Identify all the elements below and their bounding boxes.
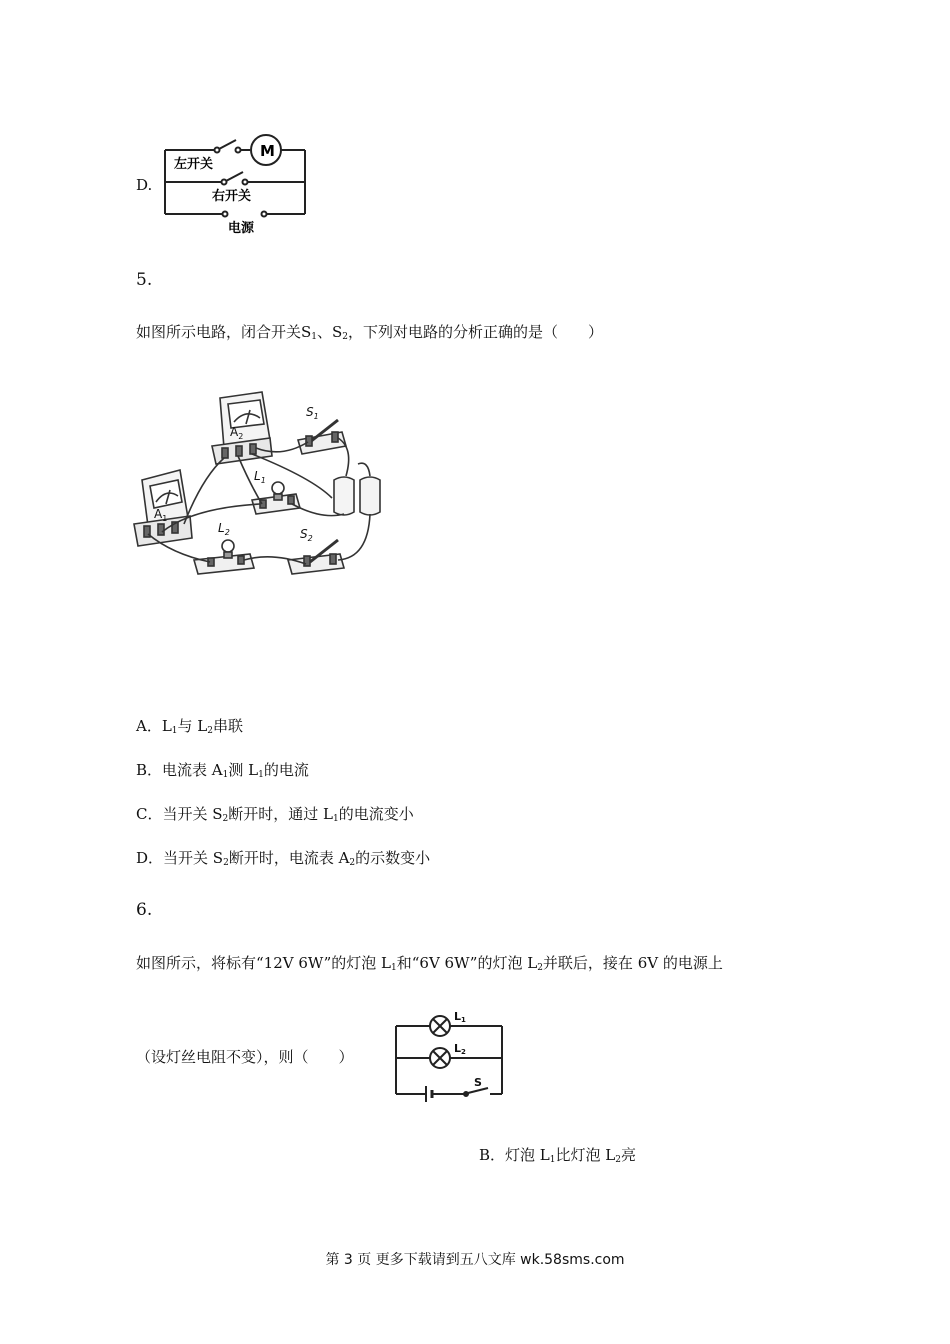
svg-text:L1: $L_1$ <box>254 469 266 485</box>
q6-stem-line2: （设灯丝电阻不变），则（ ） <box>136 1048 354 1066</box>
left-switch-label: 左开关 <box>174 157 214 172</box>
q5-option-d: D．当开关 $S_2$断开时，电流表 $A_2$的示数变小 <box>136 849 431 868</box>
q6-number: 6. <box>136 900 153 920</box>
svg-text:S2: $S_2$ <box>300 527 313 543</box>
q5-option-a: A．$L_1$与 $L_2$串联 <box>136 717 244 736</box>
power-label: 电源 <box>228 221 255 236</box>
q5-option-b: B．电流表 $A_1$测 $L_1$的电流 <box>136 761 309 780</box>
q6-circuit-figure <box>390 1006 510 1106</box>
svg-text:S: S <box>474 1076 482 1089</box>
svg-text:L1: L1 <box>454 1010 466 1024</box>
q6-stem-line1: 如图所示，将标有“12V 6W”的灯泡 $L_1$和“6V 6W”的灯泡 $L_2$并联后，接在 6V 的电源上 <box>136 954 723 973</box>
svg-text:A1: $A_1$ <box>154 507 168 523</box>
q4-option-d-label: D. <box>136 176 153 194</box>
svg-text:S1: $S_1$ <box>306 405 319 421</box>
motor-label: M <box>260 142 275 160</box>
q5-stem: 如图所示电路，闭合开关$S_1$、$S_2$，下列对电路的分析正确的是（ ） <box>136 323 604 342</box>
q6-option-b: B．灯泡 $L_1$比灯泡 $L_2$亮 <box>479 1146 636 1165</box>
q5-circuit-figure <box>132 388 388 576</box>
right-switch-label: 右开关 <box>212 189 252 204</box>
q5-option-c: C．当开关 $S_2$断开时，通过 $L_1$的电流变小 <box>136 805 414 824</box>
svg-text:L2: $L_2$ <box>218 521 230 537</box>
q4-option-d-circuit <box>160 128 310 238</box>
page-footer: 第 3 页 更多下载请到五八文库 wk.58sms.com <box>325 1252 625 1268</box>
svg-text:L2: L2 <box>454 1042 466 1056</box>
q5-number: 5. <box>136 270 153 290</box>
svg-text:A2: $A_2$ <box>230 425 244 441</box>
